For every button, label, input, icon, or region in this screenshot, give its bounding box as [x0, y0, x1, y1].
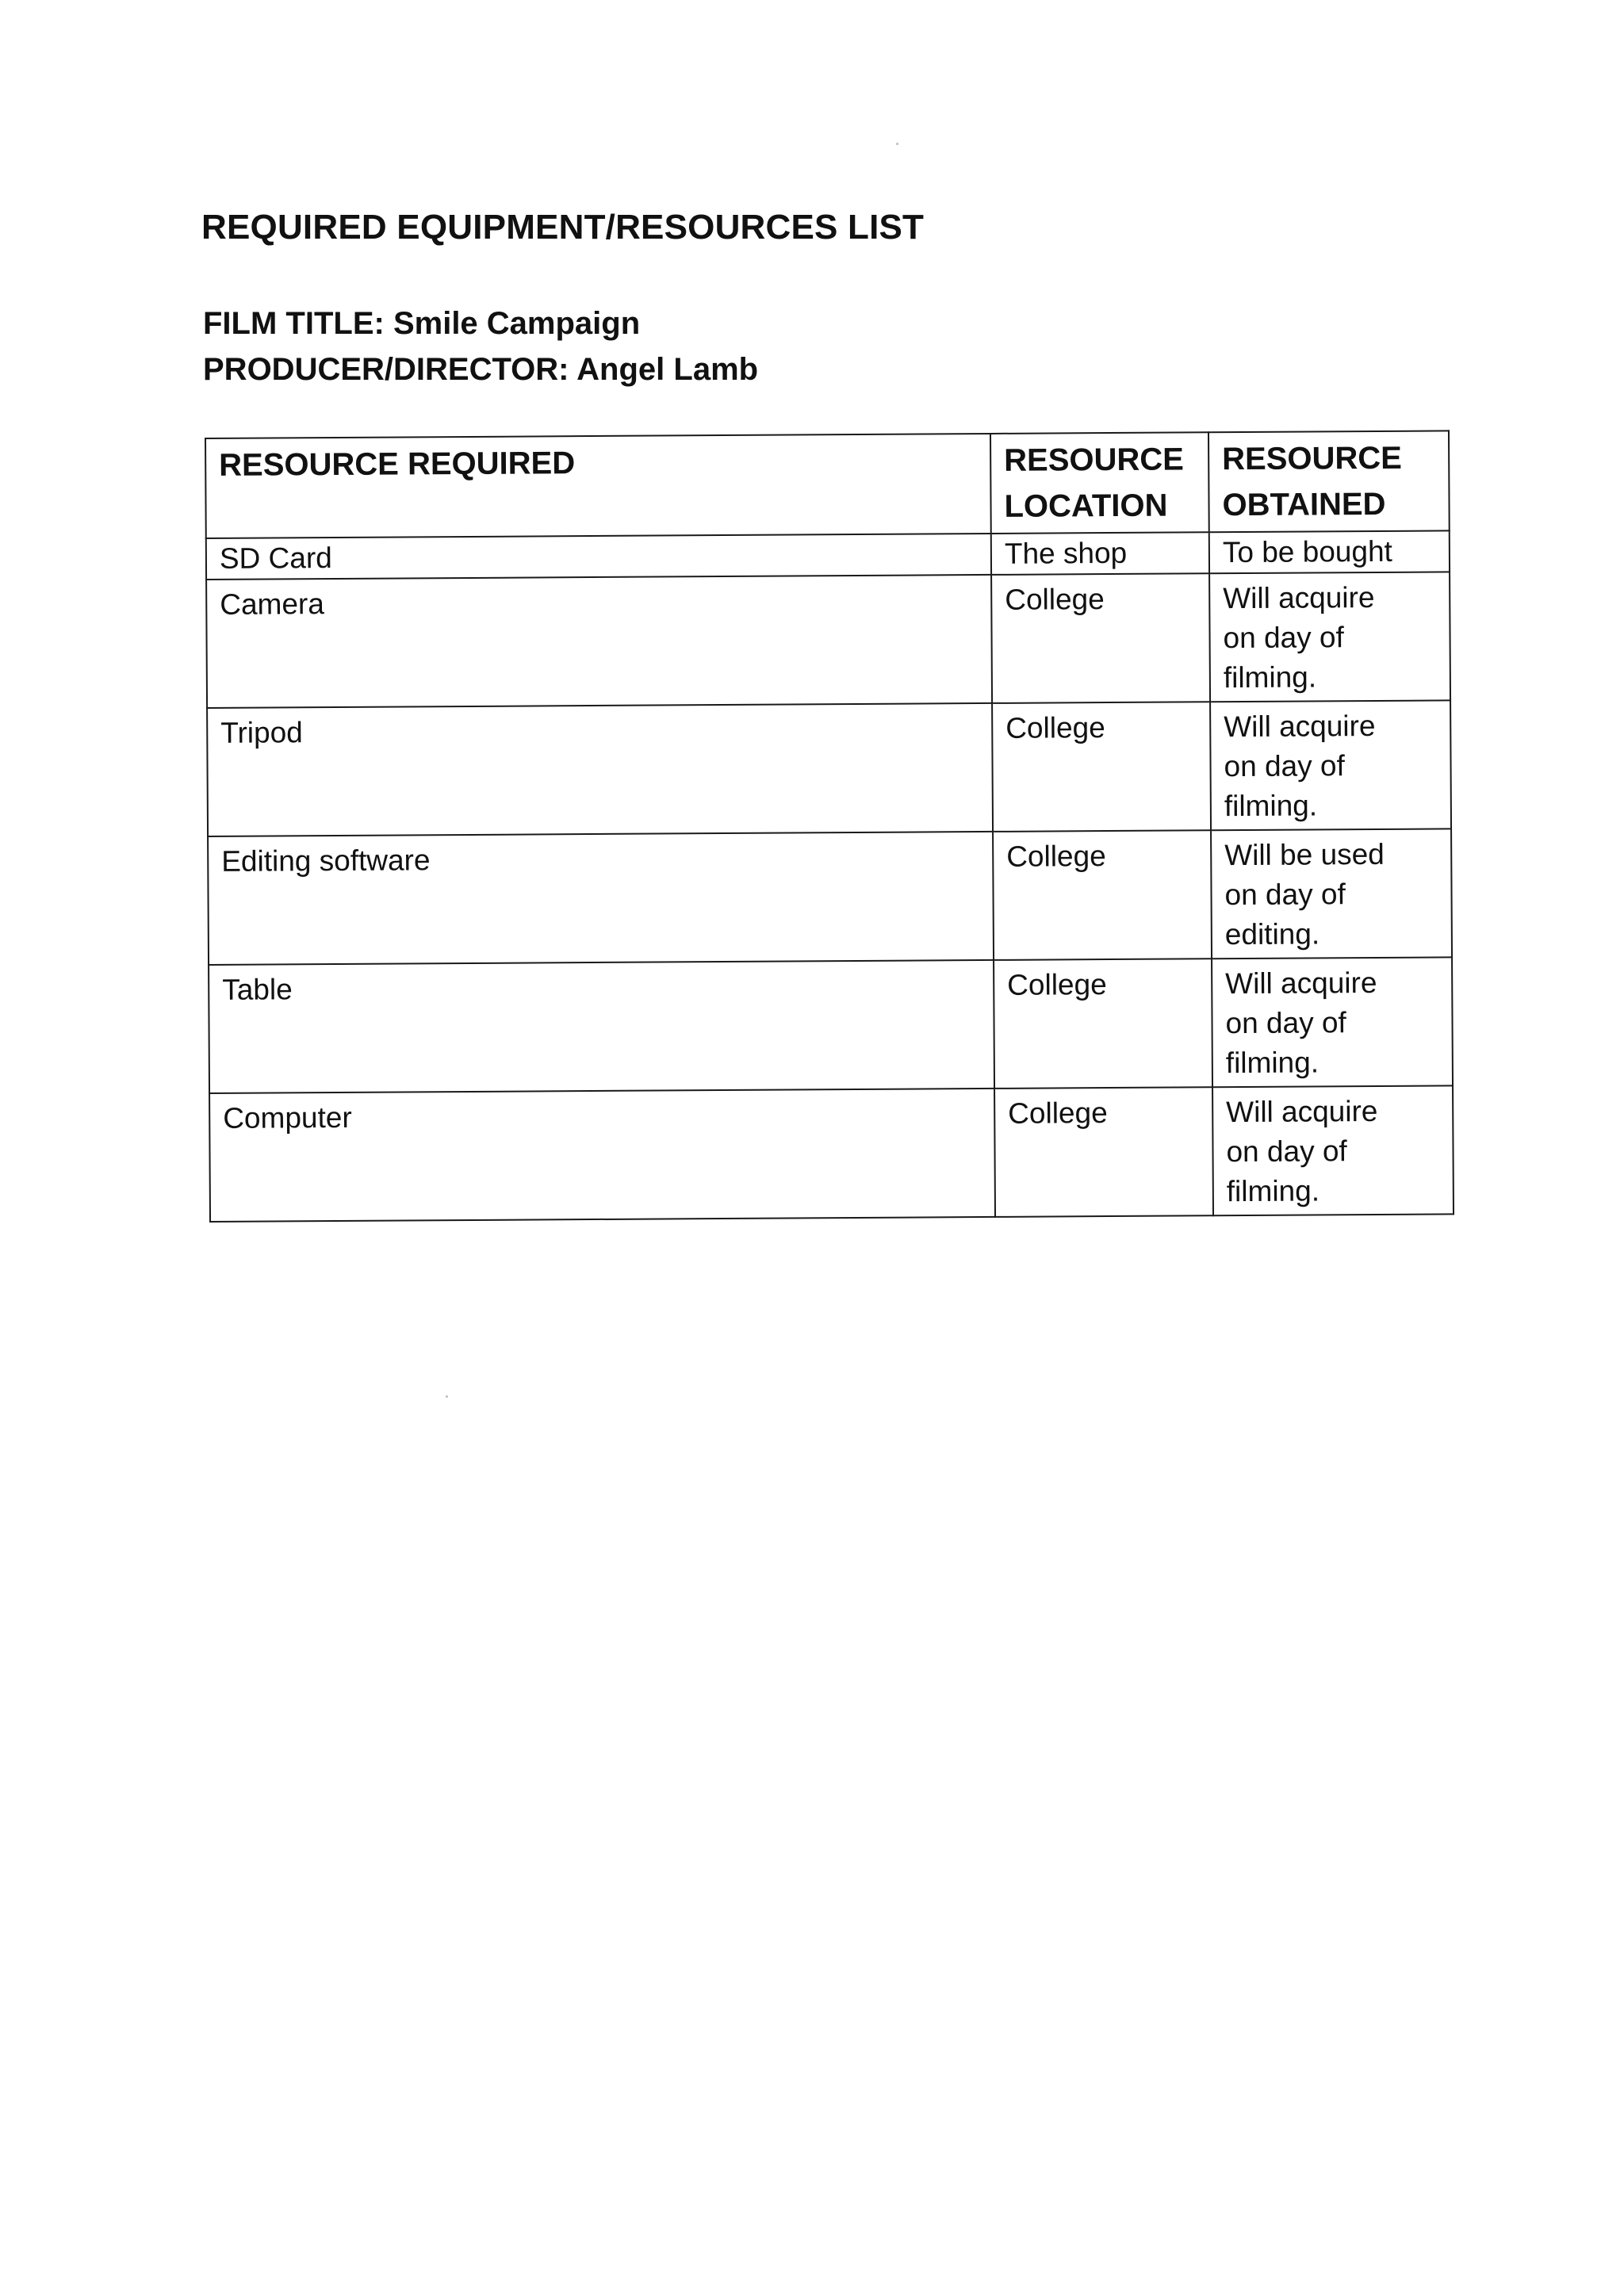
table-row	[209, 1085, 1454, 1222]
location-cell: College	[991, 573, 1210, 703]
scan-speck	[446, 1395, 448, 1398]
resource-cell: SD Card	[206, 534, 991, 580]
location-cell: College	[992, 702, 1211, 832]
producer-line	[203, 352, 758, 388]
obtained-cell: Will acquire on day of filming.	[1212, 1085, 1454, 1215]
obtained-cell: Will acquire on day of filming.	[1210, 700, 1451, 830]
resources-table	[205, 430, 1454, 1223]
producer-value: Angel Lamb	[576, 352, 759, 387]
producer-label: PRODUCER/DIRECTOR:	[203, 352, 569, 387]
location-cell: College	[993, 830, 1212, 960]
table-header-row	[205, 430, 1450, 538]
table-row	[207, 700, 1451, 836]
obtained-cell: Will be used on day of editing.	[1211, 828, 1452, 959]
document-title: REQUIRED EQUIPMENT/RESOURCES LIST	[201, 208, 925, 247]
location-cell: College	[994, 959, 1212, 1089]
table-row	[206, 572, 1450, 708]
obtained-cell: Will acquire on day of filming.	[1209, 572, 1450, 702]
location-cell: College	[994, 1087, 1213, 1217]
obtained-cell: To be bought	[1209, 530, 1450, 573]
header-resource-required: RESOURCE REQUIRED	[205, 434, 991, 538]
header-resource-location: RESOURCE LOCATION	[990, 432, 1209, 534]
film-title-value: Smile Campaign	[393, 306, 641, 341]
table-row	[209, 957, 1453, 1093]
table-row	[208, 828, 1452, 965]
resource-cell: Editing software	[208, 832, 994, 965]
film-title-label: FILM TITLE:	[203, 306, 385, 341]
location-cell: The shop	[991, 532, 1209, 575]
table-row	[206, 530, 1450, 580]
resource-cell: Computer	[209, 1089, 995, 1222]
resource-cell: Tripod	[207, 703, 993, 836]
scan-speck	[896, 143, 898, 145]
resource-cell: Camera	[206, 575, 992, 708]
film-title-line	[203, 306, 640, 342]
header-resource-obtained: RESOURCE OBTAINED	[1208, 430, 1450, 532]
resource-cell: Table	[209, 960, 994, 1093]
obtained-cell: Will acquire on day of filming.	[1212, 957, 1453, 1087]
